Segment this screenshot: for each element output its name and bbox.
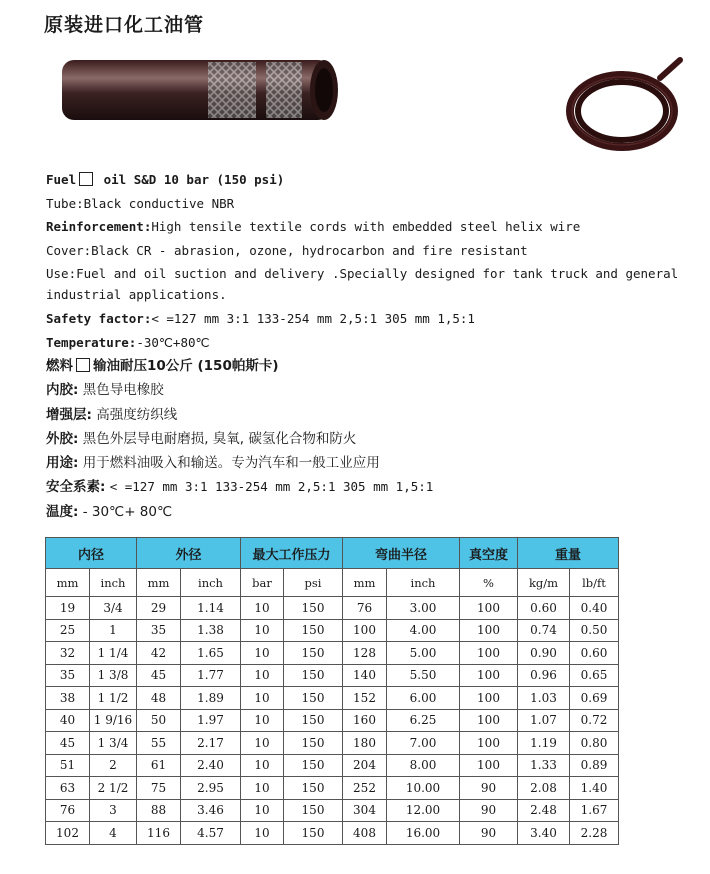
table-cell: 2.48 [518,799,570,822]
table-cell: 88 [137,799,181,822]
table-cell: 90 [460,799,518,822]
table-cell: 150 [284,687,343,710]
table-cell: 5.50 [387,664,460,687]
table-cell: 10 [241,642,284,665]
spec-line-cn-tube [46,378,702,402]
table-cell: 2 1/2 [90,777,137,800]
table-cell: 5.00 [387,642,460,665]
table-cell: 1 3/8 [90,664,137,687]
box-glyph-icon [76,358,90,372]
spec-key: 燃料 [46,358,73,374]
table-cell: 116 [137,822,181,845]
table-cell: 1.65 [181,642,241,665]
spec-value: Fuel and oil suction and delivery .Specially designed for tank truck and general industrial applications. [46,266,679,302]
spec-key: 外胶: [46,430,79,447]
table-cell: 1 1/4 [90,642,137,665]
table-cell: 10 [241,664,284,687]
table-cell: 12.00 [387,799,460,822]
spec-key: Use: [46,266,77,281]
table-cell: 3.46 [181,799,241,822]
unit-header-cell: lb/ft [570,569,619,597]
table-cell: 0.96 [518,664,570,687]
table-cell: 150 [284,799,343,822]
table-cell: 76 [46,799,90,822]
spec-key: 增强层: [46,406,92,423]
spec-key: 温度: [46,503,79,520]
spec-value: < =127 mm 3:1 133-254 mm 2,5:1 305 mm 1,5:1 [109,479,434,495]
table-cell: 1 [90,619,137,642]
table-cell: 10 [241,822,284,845]
table-cell: 90 [460,822,518,845]
spec-value: - 30℃+ 80℃ [82,503,173,520]
unit-header-cell: psi [284,569,343,597]
table-cell: 0.89 [570,754,619,777]
spec-key: Reinforcement: [46,219,152,234]
table-cell: 150 [284,619,343,642]
spec-line-fuel [46,168,702,192]
spec-value: 用于燃料油吸入和输送。专为汽车和一般工业应用 [82,455,380,472]
table-cell: 25 [46,619,90,642]
spec-key: Temperature: [46,334,137,350]
unit-header-cell: % [460,569,518,597]
table-cell: 1.97 [181,709,241,732]
hose-product-image [58,56,348,126]
table-row [46,597,619,620]
table-cell: 252 [343,777,387,800]
table-cell: 61 [137,754,181,777]
table-cell: 50 [137,709,181,732]
table-cell: 100 [460,597,518,620]
table-cell: 10 [241,597,284,620]
table-cell: 1 9/16 [90,709,137,732]
table-cell: 63 [46,777,90,800]
table-cell: 100 [460,664,518,687]
table-row [46,619,619,642]
table-cell: 29 [137,597,181,620]
table-cell: 100 [460,754,518,777]
table-cell: 0.74 [518,619,570,642]
unit-header-cell: mm [137,569,181,597]
spec-key: Cover: [46,242,92,258]
table-cell: 2.95 [181,777,241,800]
table-cell: 51 [46,754,90,777]
table-cell: 4.00 [387,619,460,642]
spec-line-use [46,262,696,307]
table-cell: 102 [46,822,90,845]
coiled-hose-image [560,56,690,156]
spec-table [45,537,619,845]
spec-value: Black conductive NBR [83,195,235,211]
table-cell: 7.00 [387,732,460,755]
table-row [46,777,619,800]
table-row [46,709,619,732]
spec-key: 用途: [46,455,79,472]
spec-line-cover [46,239,702,263]
table-cell: 10 [241,709,284,732]
table-cell: 150 [284,754,343,777]
table-cell: 1 3/4 [90,732,137,755]
table-cell: 1.14 [181,597,241,620]
table-cell: 100 [460,687,518,710]
table-unit-header-row [46,569,619,597]
unit-header-cell: inch [387,569,460,597]
header-bend-radius: 弯曲半径 [343,538,460,569]
spec-value: < =127 mm 3:1 133-254 mm 2,5:1 305 mm 1,5:1 [151,311,475,326]
table-row [46,732,619,755]
spec-value: 黑色外层导电耐磨损, 臭氧, 碳氢化合物和防火 [82,430,357,447]
table-cell: 40 [46,709,90,732]
spec-line-temperature [46,331,702,355]
unit-header-cell: mm [46,569,90,597]
table-cell: 1.33 [518,754,570,777]
table-cell: 35 [137,619,181,642]
table-cell: 8.00 [387,754,460,777]
spec-section [46,168,702,524]
table-cell: 75 [137,777,181,800]
table-cell: 140 [343,664,387,687]
unit-header-cell: mm [343,569,387,597]
table-cell: 3/4 [90,597,137,620]
table-cell: 1.19 [518,732,570,755]
table-cell: 10 [241,732,284,755]
table-cell: 0.60 [518,597,570,620]
table-cell: 2.17 [181,732,241,755]
table-cell: 6.25 [387,709,460,732]
table-cell: 2.08 [518,777,570,800]
spec-key: Tube: [46,195,84,211]
table-cell: 150 [284,664,343,687]
table-cell: 1 1/2 [90,687,137,710]
spec-line-tube [46,192,702,216]
table-cell: 10 [241,619,284,642]
spec-line-cn-reinforcement [46,403,702,427]
table-cell: 48 [137,687,181,710]
table-cell: 32 [46,642,90,665]
table-cell: 2.40 [181,754,241,777]
spec-line-cn-temperature [46,500,702,524]
table-cell: 2.28 [570,822,619,845]
table-cell: 150 [284,822,343,845]
table-cell: 152 [343,687,387,710]
box-glyph-icon [79,172,93,186]
table-cell: 16.00 [387,822,460,845]
header-max-working-pressure: 最大工作压力 [241,538,343,569]
table-cell: 100 [460,709,518,732]
spec-line-cn-use [46,451,702,475]
spec-line-safety [46,307,702,331]
table-cell: 100 [460,732,518,755]
table-cell: 1.67 [570,799,619,822]
table-cell: 150 [284,732,343,755]
table-row [46,799,619,822]
table-cell: 150 [284,642,343,665]
table-cell: 0.65 [570,664,619,687]
table-cell: 10.00 [387,777,460,800]
table-cell: 4.57 [181,822,241,845]
table-group-header-row [46,538,619,569]
spec-line-reinforcement [46,215,702,239]
table-cell: 150 [284,709,343,732]
table-cell: 45 [46,732,90,755]
table-cell: 3.00 [387,597,460,620]
table-cell: 19 [46,597,90,620]
table-cell: 1.77 [181,664,241,687]
page-title: 原装进口化工油管 [44,14,205,36]
table-cell: 6.00 [387,687,460,710]
table-cell: 10 [241,777,284,800]
header-weight: 重量 [518,538,619,569]
spec-key: Fuel [46,172,77,187]
table-cell: 204 [343,754,387,777]
table-row [46,687,619,710]
unit-header-cell: inch [181,569,241,597]
table-cell: 0.40 [570,597,619,620]
table-cell: 0.50 [570,619,619,642]
table-cell: 45 [137,664,181,687]
unit-header-cell: kg/m [518,569,570,597]
spec-value: Black CR - abrasion, ozone, hydrocarbon and fire resistant [91,242,528,258]
unit-header-cell: bar [241,569,284,597]
table-cell: 150 [284,777,343,800]
table-cell: 90 [460,777,518,800]
spec-value: 高强度纺织线 [96,406,178,423]
spec-line-cn-fuel [46,354,702,378]
table-cell: 100 [343,619,387,642]
table-cell: 100 [460,642,518,665]
header-outer-diameter: 外径 [137,538,241,569]
table-cell: 408 [343,822,387,845]
table-cell: 180 [343,732,387,755]
table-cell: 128 [343,642,387,665]
spec-line-cn-cover [46,427,702,451]
table-cell: 76 [343,597,387,620]
header-vacuum: 真空度 [460,538,518,569]
table-cell: 10 [241,799,284,822]
table-cell: 38 [46,687,90,710]
table-cell: 35 [46,664,90,687]
spec-key: Safety factor: [46,311,152,326]
spec-value: 黑色导电橡胶 [82,382,164,399]
table-cell: 1.38 [181,619,241,642]
table-cell: 3 [90,799,137,822]
table-cell: 42 [137,642,181,665]
spec-value: -30℃+80℃ [136,334,210,350]
table-row [46,664,619,687]
spec-value: High tensile textile cords with embedded steel helix wire [151,219,581,234]
table-body [46,597,619,845]
table-cell: 0.72 [570,709,619,732]
table-cell: 1.40 [570,777,619,800]
spec-line-cn-safety [46,475,702,499]
table-cell: 4 [90,822,137,845]
table-cell: 100 [460,619,518,642]
table-cell: 2 [90,754,137,777]
table-cell: 1.89 [181,687,241,710]
table-cell: 0.60 [570,642,619,665]
spec-value: 输油耐压10公斤 (150帕斯卡) [93,358,279,374]
table-cell: 10 [241,687,284,710]
table-row [46,822,619,845]
table-cell: 1.03 [518,687,570,710]
table-row [46,642,619,665]
table-cell: 0.80 [570,732,619,755]
table-row [46,754,619,777]
unit-header-cell: inch [90,569,137,597]
table-cell: 10 [241,754,284,777]
header-inner-diameter: 内径 [46,538,137,569]
table-cell: 304 [343,799,387,822]
spec-key: 安全系素: [46,479,106,496]
spec-value: oil S&D 10 bar (150 psi) [96,172,285,187]
table-cell: 160 [343,709,387,732]
table-cell: 1.07 [518,709,570,732]
table-cell: 55 [137,732,181,755]
table-cell: 0.90 [518,642,570,665]
table-cell: 150 [284,597,343,620]
table-cell: 0.69 [570,687,619,710]
spec-key: 内胶: [46,382,79,399]
table-cell: 3.40 [518,822,570,845]
